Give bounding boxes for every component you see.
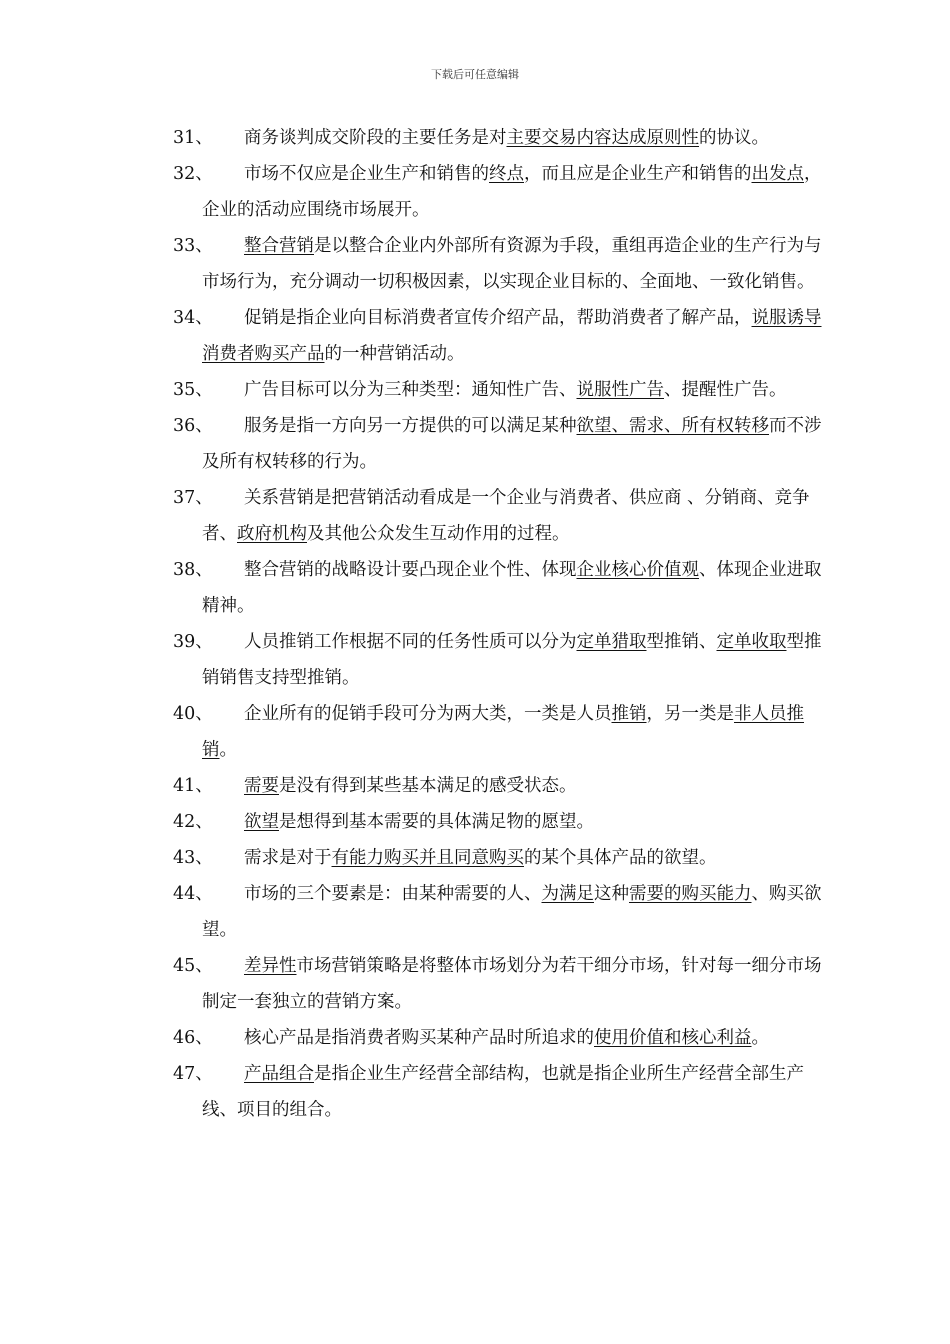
item-text: 这种 [594, 884, 629, 904]
item-text: 及其他公众发生互动作用的过程。 [307, 524, 570, 544]
underlined-answer: 需要的购买能力 [629, 884, 752, 904]
underlined-answer: 需要 [244, 776, 279, 796]
item-number: 37、 [173, 488, 213, 508]
underlined-answer: 企业核心价值观 [576, 560, 699, 580]
underlined-answer: 使用价值和核心利益 [594, 1028, 752, 1048]
item-text: 是指企业生产经营全部结构，也就是指企业所生产经营全部生产线、项目的组合。 [202, 1064, 804, 1120]
item-number: 42、 [173, 812, 213, 832]
item-text: 服务是指一方向另一方提供的可以满足某种 [244, 416, 577, 436]
list-item [173, 228, 823, 300]
item-number: 43、 [173, 848, 213, 868]
list-item [173, 948, 823, 1020]
item-text: 核心产品是指消费者购买某种产品时所追求的 [244, 1028, 594, 1048]
underlined-answer: 产品组合 [244, 1064, 314, 1084]
item-text: 市场营销策略是将整体市场划分为若干细分市场，针对每一细分市场制定一套独立的营销方案。 [202, 956, 822, 1012]
item-number: 40、 [173, 704, 213, 724]
item-text: 是没有得到某些基本满足的感受状态。 [279, 776, 577, 796]
item-text: 。 [751, 1028, 769, 1048]
list-item [173, 552, 823, 624]
item-text: ，而且应是企业生产和销售的 [524, 164, 752, 184]
list-item [173, 804, 823, 840]
underlined-answer: 出发点 [751, 164, 804, 184]
item-number: 33、 [173, 236, 213, 256]
item-text: 广告目标可以分为三种类型：通知性广告、 [244, 380, 577, 400]
underlined-answer: 主要交易内容达成原则性 [506, 128, 699, 148]
item-number: 38、 [173, 560, 213, 580]
item-number: 45、 [173, 956, 213, 976]
list-item [173, 1020, 823, 1056]
item-text: 的协议。 [699, 128, 769, 148]
item-number: 44、 [173, 884, 213, 904]
underlined-answer: 差异性 [244, 956, 297, 976]
item-text: ，另一类是 [646, 704, 734, 724]
underlined-answer: 欲望 [244, 812, 279, 832]
item-text: 型推销、 [646, 632, 717, 652]
item-text: 的某个具体产品的欲望。 [524, 848, 717, 868]
list-item [173, 156, 823, 228]
item-text: 整合营销的战略设计要凸现企业个性、体现 [244, 560, 577, 580]
item-text: 。 [219, 740, 237, 760]
item-text: 型推销销售支持型推销。 [202, 632, 822, 688]
list-item [173, 408, 823, 480]
underlined-answer: 推销 [611, 704, 647, 724]
underlined-answer: 欲望、需求、所有权转移 [576, 416, 769, 436]
list-item [173, 696, 823, 768]
list-item [173, 876, 823, 948]
item-text: 促销是指企业向目标消费者宣传介绍产品，帮助消费者了解产品， [244, 308, 752, 328]
item-number: 34、 [173, 308, 213, 328]
item-number: 47、 [173, 1064, 213, 1084]
underlined-answer: 定单收取 [716, 632, 787, 652]
item-number: 31、 [173, 128, 213, 148]
item-text: 关系营销是把营销活动看成是一个企业与消费者、供应商 、分销商、竞争者、 [202, 488, 810, 544]
item-list [173, 120, 823, 1128]
underlined-answer: 说服性广告 [576, 380, 664, 400]
underlined-answer: 说服诱导消费者购买产品 [202, 308, 822, 364]
item-text: 人员推销工作根据不同的任务性质可以分为 [244, 632, 577, 652]
underlined-answer: 政府机构 [237, 524, 307, 544]
underlined-answer: 定单猎取 [576, 632, 647, 652]
item-text: 需求是对于 [244, 848, 332, 868]
item-text: 是以整合企业内外部所有资源为手段，重组再造企业的生产行为与市场行为，充分调动一切积极因素，以实现企业目标的、全面地、一致化销售。 [202, 236, 822, 292]
item-text: 企业所有的促销手段可分为两大类，一类是人员 [244, 704, 612, 724]
underlined-answer: 整合营销 [244, 236, 314, 256]
item-text: ，企业的活动应围绕市场展开。 [202, 164, 822, 220]
item-text: 的一种营销活动。 [324, 344, 465, 364]
list-item [173, 372, 823, 408]
item-text: 、购买欲望。 [202, 884, 822, 940]
underlined-answer: 有能力购买并且同意购买 [331, 848, 524, 868]
item-number: 39、 [173, 632, 213, 652]
item-text: 是想得到基本需要的具体满足物的愿望。 [279, 812, 594, 832]
item-text: 、提醒性广告。 [664, 380, 787, 400]
item-text: 而不涉及所有权转移的行为。 [202, 416, 822, 472]
list-item [173, 120, 823, 156]
underlined-answer: 为满足 [541, 884, 594, 904]
item-text: 商务谈判成交阶段的主要任务是对 [244, 128, 507, 148]
list-item [173, 480, 823, 552]
page-header: 下载后可任意编辑 [431, 68, 519, 81]
item-number: 46、 [173, 1028, 213, 1048]
underlined-answer: 非人员推销 [202, 704, 804, 760]
underlined-answer: 终点 [489, 164, 524, 184]
item-text: 市场不仅应是企业生产和销售的 [244, 164, 489, 184]
list-item [173, 624, 823, 696]
item-number: 41、 [173, 776, 213, 796]
item-text: 市场的三个要素是：由某种需要的人、 [244, 884, 542, 904]
item-number: 35、 [173, 380, 213, 400]
list-item [173, 840, 823, 876]
item-text: 、体现企业进取精神。 [202, 560, 822, 616]
list-item [173, 1056, 823, 1128]
item-number: 32、 [173, 164, 213, 184]
list-item [173, 768, 823, 804]
list-item [173, 300, 823, 372]
item-number: 36、 [173, 416, 213, 436]
